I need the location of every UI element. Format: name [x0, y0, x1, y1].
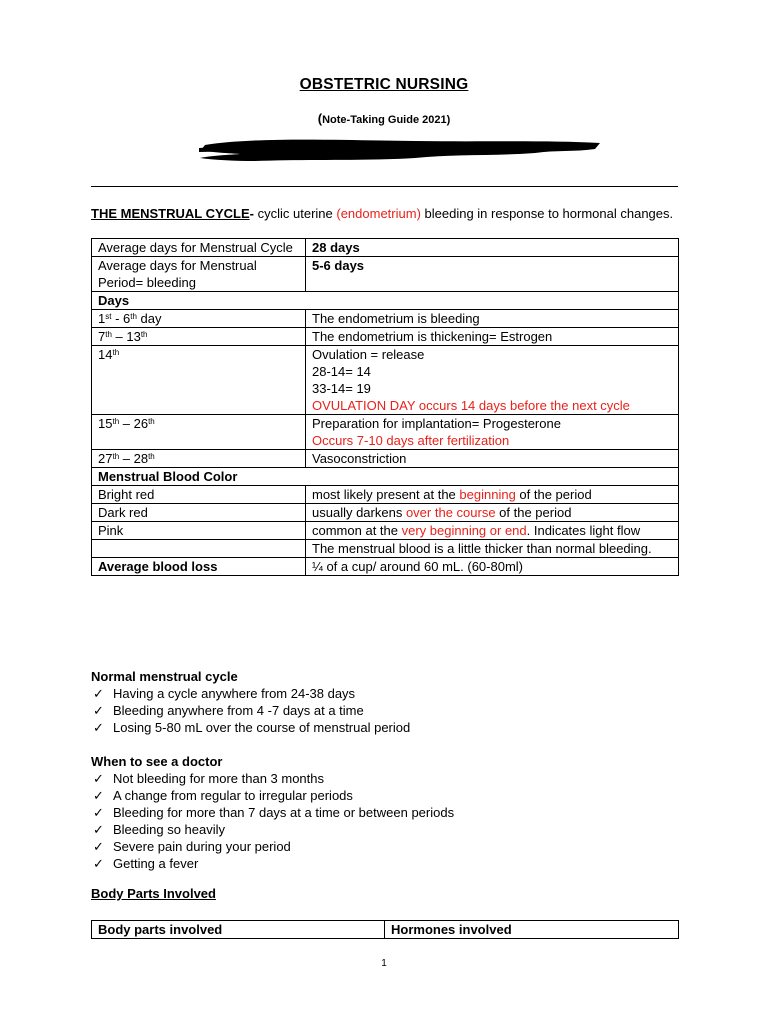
cell-text: . Indicates light flow	[526, 523, 641, 538]
table-header-row	[92, 921, 679, 939]
list-item-text: Bleeding so heavily	[113, 822, 226, 837]
document-subtitle	[0, 111, 768, 126]
check-mark-icon: ✓	[93, 839, 104, 854]
body-parts-heading: Body Parts Involved	[91, 886, 216, 901]
table-cell: The endometrium is thickening= Estrogen	[306, 328, 679, 346]
table-row	[92, 486, 679, 504]
table-cell	[306, 415, 679, 450]
table-cell: Average days for Menstrual Cycle	[92, 239, 306, 257]
table-row	[92, 504, 679, 522]
intro-text-2: bleeding in response to hormonal changes.	[420, 206, 674, 221]
table-cell	[92, 310, 306, 328]
ovulation-line: Ovulation = release	[312, 347, 425, 362]
table-cell	[306, 486, 679, 504]
list-item-text: Getting a fever	[113, 856, 199, 871]
table-cell	[92, 346, 306, 415]
table-cell	[306, 522, 679, 540]
table-cell: 5-6 days	[306, 257, 679, 292]
normal-cycle-list	[91, 685, 410, 736]
ovulation-note: OVULATION DAY occurs 14 days before the next cycle	[312, 398, 630, 413]
check-mark-icon: ✓	[93, 788, 104, 803]
list-item	[93, 770, 454, 787]
day-number: 14	[98, 347, 113, 362]
list-item-text: Not bleeding for more than 3 months	[113, 771, 325, 786]
list-item	[93, 702, 410, 719]
document-title: OBSTETRIC NURSING	[299, 76, 469, 93]
fertilization-note: Occurs 7-10 days after fertilization	[312, 433, 510, 448]
check-mark-icon: ✓	[93, 805, 104, 820]
ordinal-suffix: th	[112, 348, 120, 357]
list-item-text: Losing 5-80 mL over the course of menstrual period	[113, 720, 411, 735]
table-cell: ¼ of a cup/ around 60 mL. (60-80ml)	[306, 558, 679, 576]
see-doctor-section	[91, 753, 454, 872]
normal-cycle-section	[91, 668, 410, 736]
table-row	[92, 292, 679, 310]
list-item-text: A change from regular to irregular periods	[113, 788, 353, 803]
check-mark-icon: ✓	[93, 703, 104, 718]
list-item-text: Bleeding anywhere from 4 -7 days at a time	[113, 703, 364, 718]
column-header: Hormones involved	[385, 921, 679, 939]
check-mark-icon: ✓	[93, 686, 104, 701]
cell-text: usually darkens	[312, 505, 406, 520]
intro-text-1: cyclic uterine	[254, 206, 337, 221]
table-row	[92, 540, 679, 558]
column-header: Body parts involved	[92, 921, 385, 939]
ordinal-suffix: th	[112, 417, 120, 426]
cell-text: of the period	[515, 487, 592, 502]
subtitle-paren: (	[317, 111, 323, 126]
table-row	[92, 310, 679, 328]
table-cell: Dark red	[92, 504, 306, 522]
ordinal-suffix: th	[112, 452, 120, 461]
list-item-text: Having a cycle anywhere from 24-38 days	[113, 686, 356, 701]
table-cell: Pink	[92, 522, 306, 540]
table-row	[92, 558, 679, 576]
table-cell	[306, 504, 679, 522]
list-item	[93, 719, 411, 736]
body-parts-table	[91, 920, 679, 939]
table-cell: 28 days	[306, 239, 679, 257]
list-item	[93, 821, 454, 838]
table-cell: The menstrual blood is a little thicker than normal bleeding.	[306, 540, 679, 558]
ordinal-suffix: th	[148, 452, 155, 461]
list-item	[93, 787, 454, 804]
ordinal-suffix: th	[130, 312, 137, 321]
table-cell: Average days for Menstrual Period= bleeding	[92, 257, 306, 292]
table-cell: Bright red	[92, 486, 306, 504]
cell-highlight: very beginning or end	[401, 523, 527, 538]
section-heading: THE MENSTRUAL CYCLE	[91, 206, 250, 221]
check-mark-icon: ✓	[93, 856, 104, 871]
intro-text-highlight: (endometrium)	[336, 206, 421, 221]
day-number: 1	[98, 311, 106, 326]
check-mark-icon: ✓	[93, 720, 104, 735]
menstrual-cycle-intro	[91, 205, 681, 222]
table-cell: Average blood loss	[92, 558, 306, 576]
redaction-mark	[195, 131, 605, 167]
section-heading: When to see a doctor	[91, 754, 223, 769]
ordinal-suffix: th	[105, 330, 112, 339]
section-heading: Normal menstrual cycle	[91, 669, 238, 684]
list-item	[93, 804, 455, 821]
table-row	[92, 239, 679, 257]
day-number: – 26	[119, 416, 149, 431]
cell-text: most likely present at the	[312, 487, 460, 502]
table-row	[92, 328, 679, 346]
day-number: 7	[98, 329, 106, 344]
cell-text: of the period	[495, 505, 572, 520]
heading-dash: -	[249, 206, 254, 221]
table-row	[92, 346, 679, 415]
horizontal-divider	[91, 186, 678, 187]
table-cell: The endometrium is bleeding	[306, 310, 679, 328]
ordinal-suffix: th	[140, 330, 148, 339]
table-row	[92, 468, 679, 486]
calc-line: 33-14= 19	[312, 381, 371, 396]
day-number: – 13	[111, 329, 141, 344]
list-item-text: Bleeding for more than 7 days at a time or between periods	[113, 805, 455, 820]
table-row	[92, 257, 679, 292]
list-item	[93, 685, 410, 702]
see-doctor-list	[91, 770, 454, 872]
table-row	[92, 450, 679, 468]
list-item	[93, 855, 454, 872]
day-number: – 28	[119, 451, 149, 466]
list-item	[93, 838, 454, 855]
check-mark-icon: ✓	[93, 822, 104, 837]
subtitle-text: Note-Taking Guide 2021)	[322, 114, 451, 126]
table-cell	[92, 540, 306, 558]
table-cell	[92, 450, 306, 468]
ordinal-suffix: st	[105, 312, 112, 321]
table-row	[92, 522, 679, 540]
table-cell: Vasoconstriction	[306, 450, 679, 468]
day-number: - 6	[111, 311, 131, 326]
table-section-header: Days	[92, 292, 679, 310]
cell-highlight: beginning	[459, 487, 516, 502]
table-cell	[92, 328, 306, 346]
table-section-header: Menstrual Blood Color	[92, 468, 679, 486]
implantation-line: Preparation for implantation= Progesterone	[312, 416, 561, 431]
cell-text: common at the	[312, 523, 402, 538]
day-number: 15	[98, 416, 113, 431]
list-item-text: Severe pain during your period	[113, 839, 291, 854]
day-word: day	[136, 311, 162, 326]
calc-line: 28-14= 14	[312, 364, 371, 379]
table-cell	[306, 346, 679, 415]
cell-highlight: over the course	[405, 505, 496, 520]
check-mark-icon: ✓	[93, 771, 104, 786]
menstrual-cycle-table	[91, 238, 679, 576]
ordinal-suffix: th	[148, 417, 155, 426]
day-number: 27	[98, 451, 113, 466]
page-number: 1	[381, 958, 387, 969]
table-row	[92, 415, 679, 450]
table-cell	[92, 415, 306, 450]
